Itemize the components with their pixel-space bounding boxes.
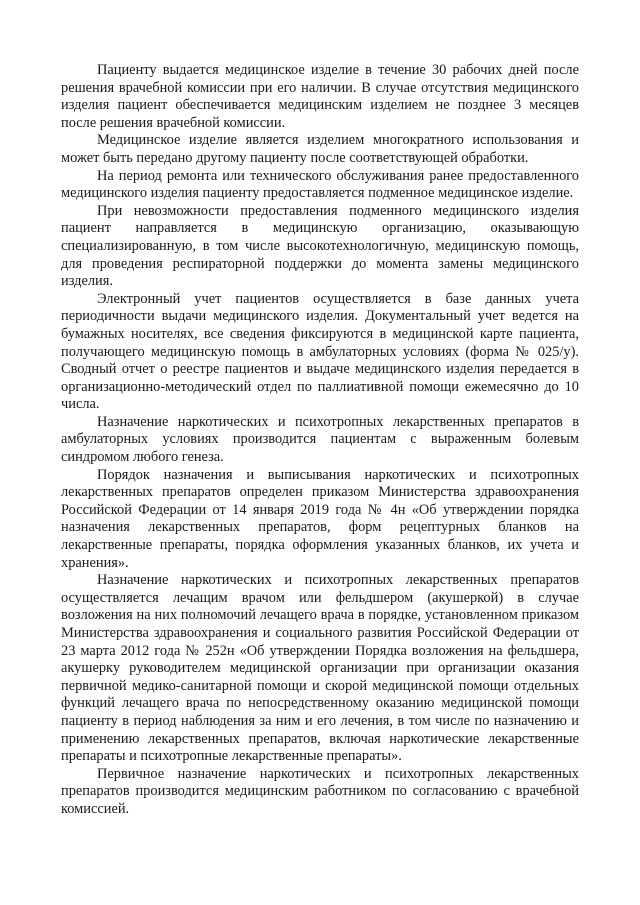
paragraph: Назначение наркотических и психотропных лекарственных препаратов в амбулаторных условиях производится пациентам с выраженным болевым синдромом любого генеза. [61,413,579,466]
paragraph: Порядок назначения и выписывания наркотических и психотропных лекарственных препаратов определен приказом Министерства здравоохранения Российской Федерации от 14 января 2019 года № 4н «Об утверждении порядка назначения лекарственных препаратов, форм рецептурных бланков на лекарственные препараты, порядка оформления указанных бланков, их учета и хранения». [61,466,579,571]
paragraph: Электронный учет пациентов осуществляется в базе данных учета периодичности выдачи медицинского изделия. Документальный учет ведется на бумажных носителях, все сведения фиксируются в медицинской карте пациента, получающего медицинскую помощь в амбулаторных условиях (форма № 025/у). Сводный отчет о реестре пациентов и выдаче медицинского изделия передается в организационно-методический отдел по паллиативной помощи ежемесячно до 10 числа. [61,290,579,413]
paragraph: На период ремонта или технического обслуживания ранее предоставленного медицинского изделия пациенту предоставляется подменное медицинское изделие. [61,167,579,202]
paragraph: Пациенту выдается медицинское изделие в течение 30 рабочих дней после решения врачебной комиссии при его наличии. В случае отсутствия медицинского изделия пациент обеспечивается медицинским изделием не позднее 3 месяцев после решения врачебной комиссии. [61,62,579,131]
paragraph: Медицинское изделие является изделием многократного использования и может быть передано другому пациенту после соответствующей обработки. [61,132,579,166]
paragraph: При невозможности предоставления подменного медицинского изделия пациент направляется в медицинскую организацию, оказывающую специализированную, в том числе высокотехнологичную, медицинскую помощь, для проведения респираторной поддержки до момента замены медицинского изделия. [61,202,579,290]
paragraph: Первичное назначение наркотических и психотропных лекарственных препаратов производится медицинским работником по согласованию с врачебной комиссией. [61,765,579,817]
document-page [61,62,579,819]
paragraph: Назначение наркотических и психотропных лекарственных препаратов осуществляется лечащим врачом или фельдшером (акушеркой) в случае возложения на них полномочий лечащего врача в порядке, установленном приказом Министерства здравоохранения и социального развития Российской Федерации от 23 марта 2012 года № 252н «Об утверждении Порядка возложения на фельдшера, акушерку руководителем медицинской организации при организации оказания первичной медико-санитарной помощи и скорой медицинской помощи отдельных функций лечащего врача по непосредственному оказанию медицинской помощи пациенту в период наблюдения за ним и его лечения, в том числе по назначению и применению лекарственных препаратов, включая наркотические лекарственные препараты и психотропные лекарственные препараты». [61,572,579,765]
